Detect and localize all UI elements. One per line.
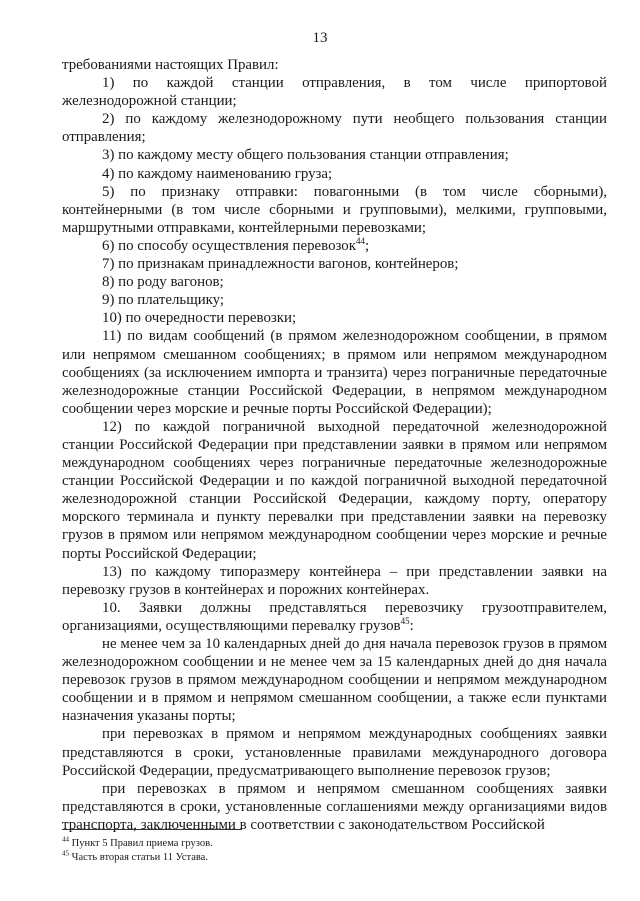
paragraph [62,780,607,834]
footnotes [62,837,607,865]
paragraph [62,110,607,146]
paragraph-text: 3) по каждому месту общего пользования станции отправления; [102,147,509,164]
paragraph-text: не менее чем за 10 календарных дней до дня начала перевозок грузов в прямом железнодорожном сообщении и не менее чем за 15 календарных дней до дня начала перевозок грузов в прямом международном сообщении и непрямом международном сообщении и в прямом и непрямом смешанном сообщении, а также если пунктами назначения указаны порты; [62,636,607,725]
paragraph [62,74,607,110]
paragraph [62,309,607,327]
paragraph-text: 4) по каждому наименованию груза; [102,165,333,182]
paragraph-text: 7) по признакам принадлежности вагонов, контейнеров; [102,256,459,273]
paragraph-text: 11) по видам сообщений (в прямом железнодорожном сообщении, в прямом или непрямом смешанном сообщениях; в прямом или непрямом международном сообщениях (за исключением импорта и транзита) через пограничные передаточные железнодорожные станции Российской Федерации, в непрямом международном сообщении через морские и речные порты Российской Федерации); [62,328,607,417]
paragraph [62,237,607,255]
paragraph [62,146,607,164]
paragraph [62,273,607,291]
footnote-separator [62,829,242,830]
paragraph-text: 2) по каждому железнодорожному пути необщего пользования станции отправления; [62,111,607,146]
paragraph [62,599,607,635]
paragraph [62,291,607,309]
paragraph-text: 1) по каждой станции отправления, в том числе припортовой железнодорожной станции; [62,75,607,110]
paragraph [62,183,607,237]
paragraph-text: 10. Заявки должны представляться перевозчику грузоотправителем, организациями, осуществляющими перевалку грузов [62,599,607,634]
paragraph-punctuation: ; [365,237,370,254]
paragraph-text: 9) по плательщику; [102,292,225,309]
paragraph-text: 12) по каждой пограничной выходной передаточной железнодорожной станции Российской Федерации при представлении заявки в прямом или непрямом международном сообщениях через пограничные передаточные железнодорожные станции Российской Федерации и по каждой пограничной выходной передаточной железнодорожной станции Российской Федерации, каждому порту, оператору морского терминала и пункту перевалки при представлении заявки на перевозку грузов в прямом или непрямом международном сообщении через морские и речные порты Российской Федерации; [62,418,607,562]
paragraph-text: 13) по каждому типоразмеру контейнера – при представлении заявки на перевозку грузов в контейнерах и порожних контейнерах. [62,563,607,598]
paragraph-text: требованиями настоящих Правил: [62,57,279,73]
paragraph [62,327,607,417]
paragraph [62,635,607,725]
paragraph-text: 5) по признаку отправки: повагонными (в том числе сборными), контейнерными (в том числе сборными и групповыми), мелкими, групповыми, маршрутными отправками, контейлерными перевозками; [62,183,607,236]
footnote-text: Пункт 5 Правил приема грузов. [69,838,213,849]
paragraph [62,255,607,273]
paragraph-text: 10) по очередности перевозки; [102,310,297,327]
footnote-number: 45 [62,849,69,858]
document-body [62,56,607,834]
paragraph [62,725,607,779]
footnote [62,837,607,851]
paragraph [62,563,607,599]
paragraph [62,418,607,563]
footnote-number: 44 [62,835,69,844]
page-number: 13 [312,30,328,46]
footnote-reference: 44 [356,235,365,246]
paragraph-punctuation: : [409,617,414,634]
paragraph-text: при перевозках в прямом и непрямом международных сообщениях заявки представляются в сроки, установленные правилами международного договора Российской Федерации, предусматривающего выполнение перевозок грузов; [62,726,607,779]
paragraph-text: при перевозках в прямом и непрямом смешанном сообщениях заявки представляются в сроки, установленные соглашениями между организациями видов транспорта, заключенными в соответствии с законодательством Российской [62,780,607,833]
paragraph [62,56,607,74]
paragraph [62,165,607,183]
footnote [62,851,607,865]
paragraph-text: 8) по роду вагонов; [102,274,224,291]
footnote-reference: 45 [400,615,410,626]
footnote-text: Часть вторая статьи 11 Устава. [69,852,208,863]
paragraph-text: 6) по способу осуществления перевозок [102,237,356,254]
